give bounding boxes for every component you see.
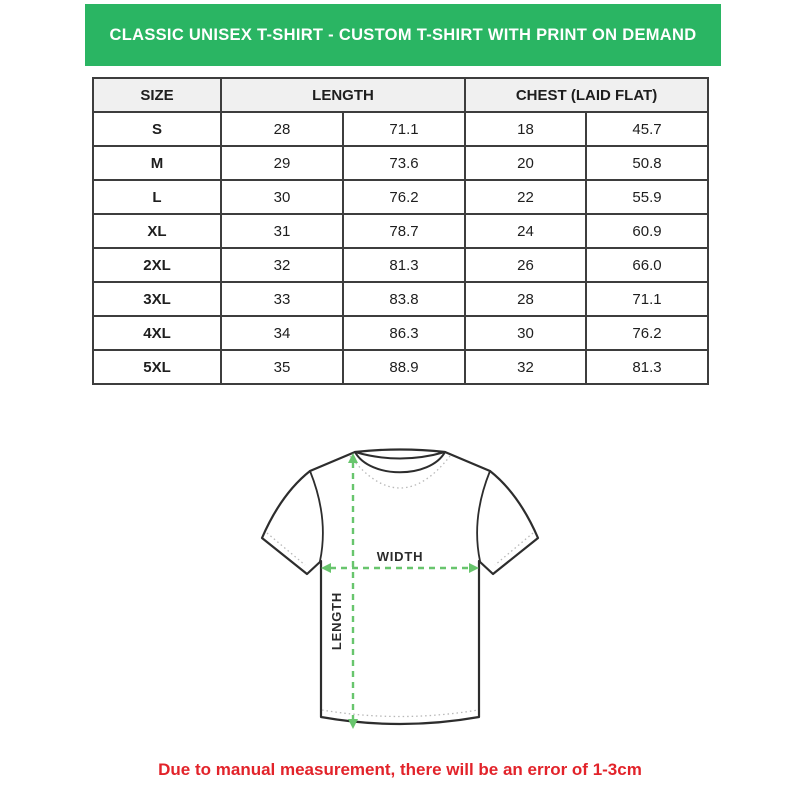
chest-cm-cell: 55.9	[586, 180, 708, 214]
size-cell: 5XL	[93, 350, 221, 384]
chest-cm-cell: 66.0	[586, 248, 708, 282]
length-label: LENGTH	[329, 591, 344, 651]
length-cm-cell: 83.8	[343, 282, 465, 316]
size-cell: 4XL	[93, 316, 221, 350]
size-table	[92, 77, 709, 385]
chest-in-cell: 24	[465, 214, 586, 248]
length-in-cell: 31	[221, 214, 343, 248]
length-in-cell: 33	[221, 282, 343, 316]
length-cm-cell: 81.3	[343, 248, 465, 282]
length-cm-cell: 88.9	[343, 350, 465, 384]
length-cm-cell: 86.3	[343, 316, 465, 350]
chest-in-cell: 28	[465, 282, 586, 316]
size-cell: L	[93, 180, 221, 214]
length-in-cell: 35	[221, 350, 343, 384]
header-chest: CHEST (LAID FLAT)	[465, 78, 708, 112]
tshirt-icon	[262, 450, 538, 725]
table-row	[93, 316, 708, 350]
chest-in-cell: 20	[465, 146, 586, 180]
page-title: CLASSIC UNISEX T-SHIRT - CUSTOM T-SHIRT WITH PRINT ON DEMAND	[109, 25, 697, 44]
size-cell: XL	[93, 214, 221, 248]
width-label: WIDTH	[376, 549, 424, 564]
chest-in-cell: 30	[465, 316, 586, 350]
length-cm-cell: 73.6	[343, 146, 465, 180]
length-in-cell: 34	[221, 316, 343, 350]
chest-cm-cell: 71.1	[586, 282, 708, 316]
tshirt-measurement-diagram	[230, 440, 570, 750]
table-row	[93, 180, 708, 214]
chest-in-cell: 22	[465, 180, 586, 214]
length-in-cell: 32	[221, 248, 343, 282]
chest-in-cell: 32	[465, 350, 586, 384]
chest-cm-cell: 81.3	[586, 350, 708, 384]
title-banner	[85, 4, 721, 66]
table-row	[93, 350, 708, 384]
size-cell: 2XL	[93, 248, 221, 282]
chest-in-cell: 26	[465, 248, 586, 282]
chest-in-cell: 18	[465, 112, 586, 146]
header-size: SIZE	[93, 78, 221, 112]
chest-cm-cell: 60.9	[586, 214, 708, 248]
length-in-cell: 29	[221, 146, 343, 180]
table-row	[93, 248, 708, 282]
length-in-cell: 28	[221, 112, 343, 146]
table-row	[93, 282, 708, 316]
table-row	[93, 112, 708, 146]
size-cell: S	[93, 112, 221, 146]
size-cell: 3XL	[93, 282, 221, 316]
chest-cm-cell: 76.2	[586, 316, 708, 350]
length-cm-cell: 71.1	[343, 112, 465, 146]
chest-cm-cell: 45.7	[586, 112, 708, 146]
length-cm-cell: 78.7	[343, 214, 465, 248]
measurement-disclaimer: Due to manual measurement, there will be an error of 1-3cm	[158, 760, 642, 779]
length-cm-cell: 76.2	[343, 180, 465, 214]
size-cell: M	[93, 146, 221, 180]
length-in-cell: 30	[221, 180, 343, 214]
table-row	[93, 146, 708, 180]
table-header-row	[93, 78, 708, 112]
table-row	[93, 214, 708, 248]
header-length: LENGTH	[221, 78, 465, 112]
chest-cm-cell: 50.8	[586, 146, 708, 180]
